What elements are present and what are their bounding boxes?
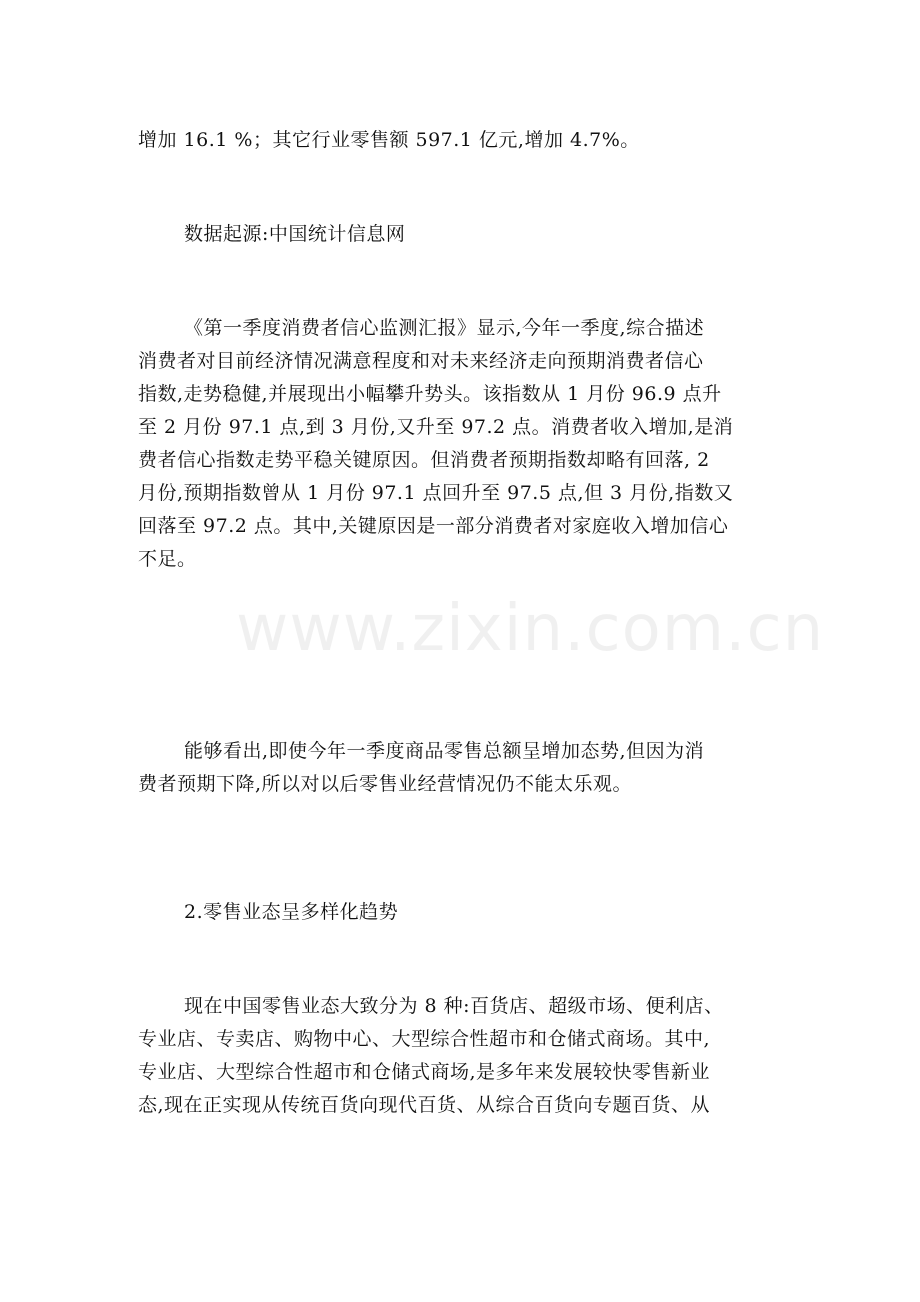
paragraph-line: 费者预期下降,所以对以后零售业经营情况仍不能太乐观。 xyxy=(138,773,633,795)
paragraph-line: 专业店、专卖店、购物中心、大型综合性超市和仓储式商场。其中, xyxy=(138,1028,711,1050)
watermark: www.zixin.com.cn xyxy=(236,592,825,666)
paragraph-line: 现在中国零售业态大致分为 8 种:百货店、超级市场、便利店、 xyxy=(184,995,724,1017)
paragraph-3 xyxy=(138,312,784,576)
paragraph-line: 费者信心指数走势平稳关键原因。但消费者预期指数却略有回落, 2 xyxy=(138,449,710,471)
paragraph-line: 至 2 月份 97.1 点,到 3 月份,又升至 97.2 点。消费者收入增加,是消 xyxy=(138,416,734,438)
section-heading-text: 2.零售业态呈多样化趋势 xyxy=(184,901,399,923)
paragraph-line: 指数,走势稳健,并展现出小幅攀升势头。该指数从 1 月份 96.9 点升 xyxy=(138,383,722,405)
paragraph-line: 《第一季度消费者信心监测汇报》显示,今年一季度,综合描述 xyxy=(184,317,705,339)
paragraph-line: 增加 16.1 %；其它行业零售额 597.1 亿元,增加 4.7%。 xyxy=(138,129,640,151)
paragraph-1 xyxy=(138,124,784,157)
paragraph-6 xyxy=(138,990,784,1122)
paragraph-line: 数据起源:中国统计信息网 xyxy=(184,223,406,245)
paragraph-line: 回落至 97.2 点。其中,关键原因是一部分消费者对家庭收入增加信心 xyxy=(138,515,729,537)
paragraph-source xyxy=(138,218,784,251)
paragraph-line: 消费者对目前经济情况满意程度和对未来经济走向预期消费者信心 xyxy=(138,350,704,372)
paragraph-line: 不足。 xyxy=(138,548,197,570)
section-heading xyxy=(138,896,784,929)
paragraph-line: 态,现在正实现从传统百货向现代百货、从综合百货向专题百货、从 xyxy=(138,1094,711,1116)
paragraph-line: 月份,预期指数曾从 1 月份 97.1 点回升至 97.5 点,但 3 月份,指数又 xyxy=(138,482,734,504)
paragraph-line: 能够看出,即使今年一季度商品零售总额呈增加态势,但因为消 xyxy=(184,740,705,762)
paragraph-4 xyxy=(138,735,784,801)
paragraph-line: 专业店、大型综合性超市和仓储式商场,是多年来发展较快零售新业 xyxy=(138,1061,711,1083)
